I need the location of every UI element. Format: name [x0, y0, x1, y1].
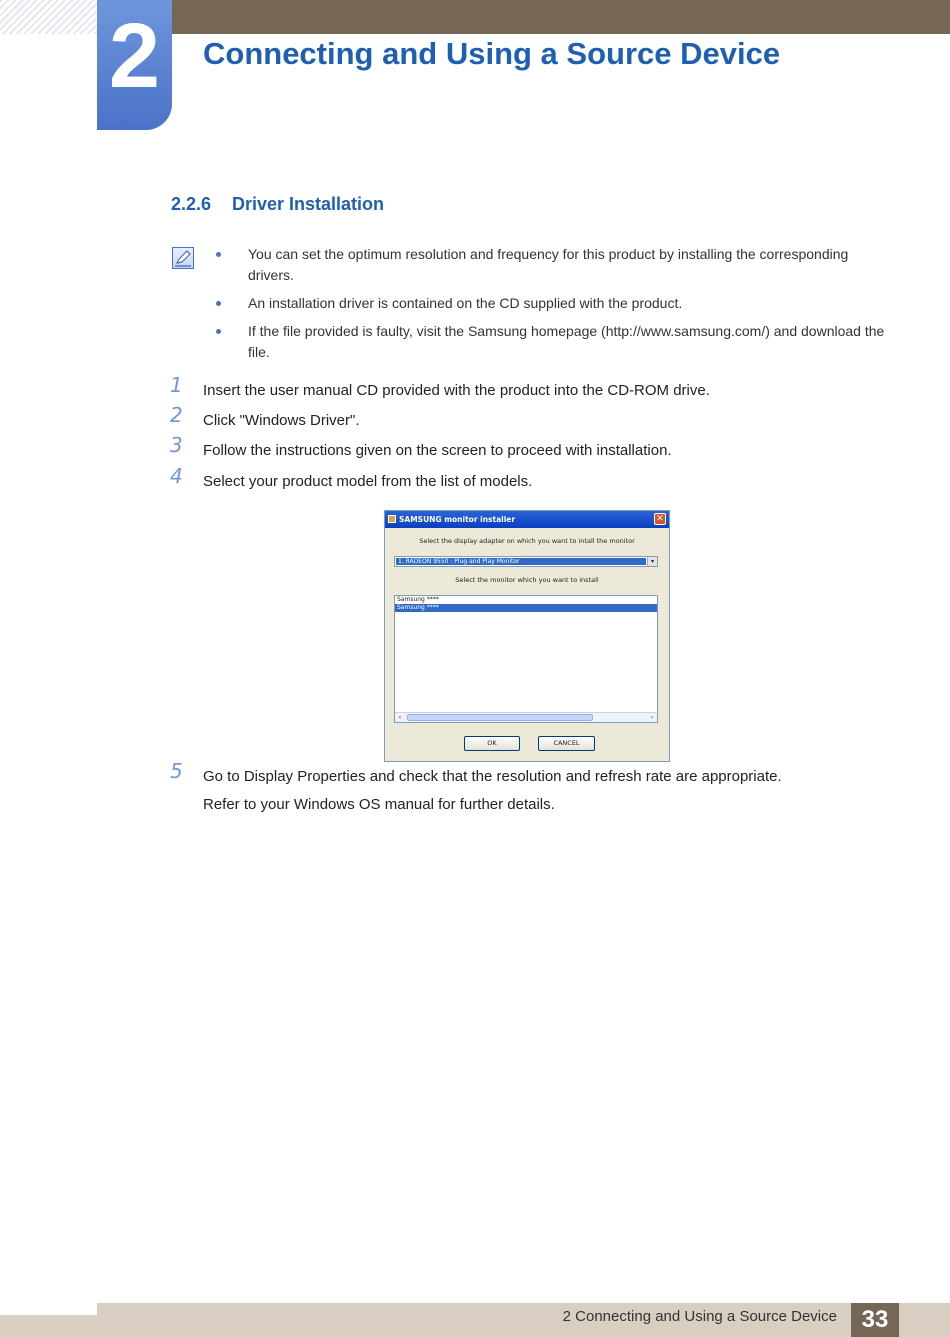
step-text: Go to Display Properties and check that the resolution and refresh rate are appropriate.	[203, 768, 782, 785]
note-item	[216, 293, 886, 314]
dialog-title: SAMSUNG monitor installer	[399, 515, 516, 524]
step-text: Insert the user manual CD provided with the product into the CD-ROM drive.	[203, 382, 710, 399]
step-number: 2	[170, 403, 183, 427]
refer-text: Refer to your Windows OS manual for further details.	[203, 796, 555, 813]
header-hatch-decoration	[0, 0, 97, 34]
installer-dialog-screenshot	[384, 510, 670, 762]
monitor-label: Select the monitor which you want to install	[455, 576, 599, 584]
footer-chapter-text: 2 Connecting and Using a Source Device	[562, 1308, 837, 1325]
step-number: 5	[170, 759, 183, 783]
note-text: An installation driver is contained on the CD supplied with the product.	[248, 295, 683, 311]
bullet-icon	[216, 301, 221, 306]
step-text: Follow the instructions given on the screen to proceed with installation.	[203, 442, 672, 459]
page-number: 33	[851, 1303, 899, 1337]
ok-button[interactable]: OK	[464, 736, 520, 751]
adapter-label: Select the display adapter on which you want to intall the monitor	[419, 537, 635, 545]
horizontal-scrollbar[interactable]	[395, 712, 657, 722]
step-text: Select your product model from the list of models.	[203, 473, 533, 490]
footer-left-band	[0, 1315, 97, 1337]
step-number: 1	[170, 373, 183, 397]
bullet-icon	[216, 329, 221, 334]
section-number: 2.2.6	[171, 194, 212, 214]
dialog-titlebar	[385, 511, 669, 528]
close-icon[interactable]: ✕	[654, 513, 666, 525]
chapter-title: Connecting and Using a Source Device	[203, 36, 781, 71]
note-item	[216, 244, 886, 286]
step-text: Click "Windows Driver".	[203, 412, 360, 429]
adapter-select[interactable]	[394, 556, 658, 567]
step-number: 4	[170, 464, 183, 488]
bullet-icon	[216, 252, 221, 257]
list-item[interactable]: Samsung ****	[397, 596, 439, 603]
adapter-selected-value: 1. RADEON 9550 : Plug and Play Monitor	[396, 558, 646, 565]
cancel-button[interactable]: CANCEL	[538, 736, 595, 751]
note-item	[216, 321, 886, 363]
scrollbar-thumb[interactable]	[407, 714, 593, 721]
header-band	[97, 0, 950, 34]
note-pencil-icon	[172, 247, 194, 269]
section-heading	[171, 194, 384, 215]
chapter-number-badge: 2	[97, 0, 172, 130]
note-list	[216, 244, 886, 370]
section-title: Driver Installation	[232, 194, 385, 214]
chevron-down-icon[interactable]: ▾	[647, 557, 657, 566]
note-text: You can set the optimum resolution and frequency for this product by installing the corresponding drivers.	[248, 246, 849, 283]
chevron-left-icon[interactable]: ‹	[398, 714, 402, 721]
list-item-selected[interactable]: Samsung ****	[395, 604, 657, 612]
step-number: 3	[170, 433, 183, 457]
app-icon	[388, 515, 396, 523]
note-text: If the file provided is faulty, visit the Samsung homepage (http://www.samsung.com/) and download the file.	[248, 323, 885, 360]
chevron-right-icon[interactable]: ›	[650, 714, 654, 721]
monitor-list[interactable]	[394, 595, 658, 723]
